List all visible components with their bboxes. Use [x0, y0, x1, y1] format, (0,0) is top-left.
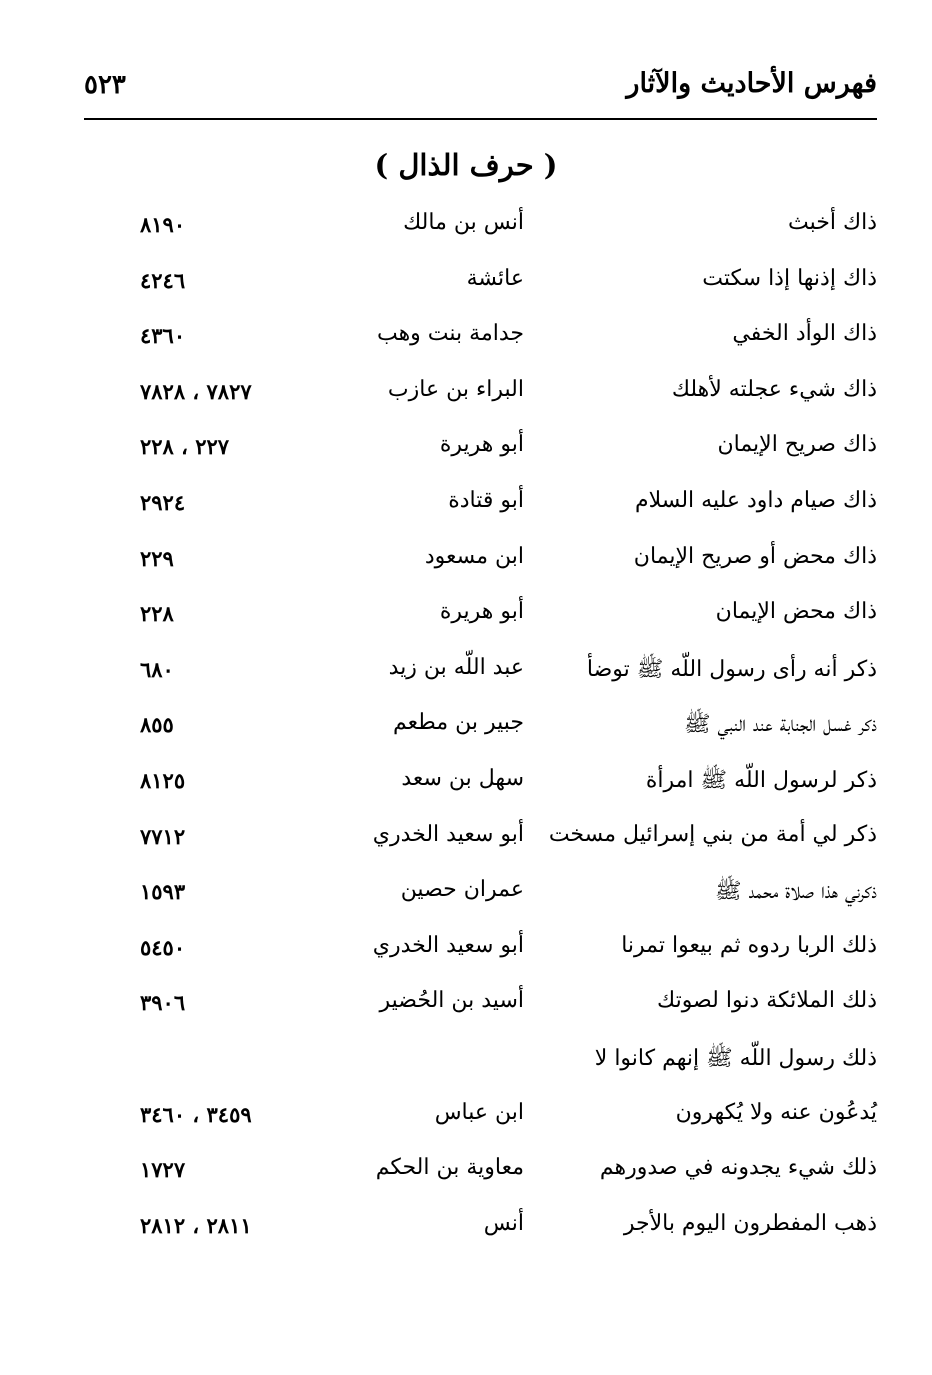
hadith-text: ذلك رسول اللّه ﷺ إنهم كانوا لا	[594, 1045, 877, 1071]
hadith-text: ذلك الربا ردوه ثم بيعوا تمرنا	[621, 932, 877, 958]
hadith-text: يُدعُون عنه ولا يُكهرون	[675, 1099, 877, 1125]
index-row	[0, 200, 932, 256]
hadith-number: ٢٨١١ ، ٢٨١٢	[140, 1212, 252, 1238]
hadith-number: ٢٢٩	[140, 545, 174, 571]
hadith-text: ذاك محض الإيمان	[715, 599, 877, 625]
index-row	[0, 978, 932, 1034]
narrator: أبو هريرة	[439, 599, 524, 625]
index-row	[0, 311, 932, 367]
hadith-number: ٧٨٢٧ ، ٧٨٢٨	[140, 378, 252, 404]
index-row	[0, 867, 932, 923]
hadith-text: ذاك صيام داود عليه السلام	[634, 487, 877, 513]
narrator: ابن عباس	[434, 1099, 524, 1125]
index-row	[0, 256, 932, 312]
narrator: عمران حصين	[400, 877, 524, 903]
page-header	[82, 62, 877, 114]
hadith-number: ٥٤٥٠	[140, 934, 186, 960]
hadith-number: ٨١٩٠	[140, 212, 186, 237]
index-row	[0, 1201, 932, 1257]
index-row	[0, 367, 932, 423]
narrator: عائشة	[466, 265, 524, 291]
hadith-text: ذاك إذنها إذا سكتت	[702, 265, 877, 291]
index-row	[0, 589, 932, 645]
index-row	[0, 923, 932, 979]
hadith-text: ذاك صريح الإيمان	[717, 432, 877, 458]
hadith-text: ذلك شيء يجدونه في صدورهم	[599, 1155, 877, 1181]
page-number: ٥٢٣	[84, 70, 126, 100]
narrator: عبد اللّه بن زيد	[388, 654, 524, 680]
index-row	[0, 478, 932, 534]
hadith-text: ذهب المفطرون اليوم بالأجر	[623, 1210, 877, 1236]
hadith-text: ذاك شيء عجلته لأهلك	[671, 376, 877, 402]
hadith-number: ٣٩٠٦	[140, 990, 186, 1016]
hadith-text: ذكر غسل الجنابة عند النبي ﷺ	[683, 712, 877, 738]
narrator: أبو سعيد الخدري	[372, 821, 524, 847]
hadith-text: ذكر أنه رأى رسول اللّه ﷺ توضأ	[586, 656, 877, 682]
running-title: فهرس الأحاديث والآثار	[626, 68, 877, 99]
index-row	[0, 534, 932, 590]
index-row	[0, 1034, 932, 1090]
narrator: معاوية بن الحكم	[375, 1155, 524, 1181]
hadith-number: ٨٥٥	[140, 712, 174, 738]
index-row	[0, 812, 932, 868]
narrator: أنس بن مالك	[403, 210, 524, 235]
hadith-text: ذاك أخبث	[788, 210, 877, 235]
narrator: أبو هريرة	[439, 432, 524, 458]
hadith-number: ٧٧١٢	[140, 823, 186, 849]
index-row	[0, 1090, 932, 1146]
hadith-number: ٣٤٥٩ ، ٣٤٦٠	[140, 1101, 252, 1127]
index-row	[0, 1145, 932, 1201]
hadith-text: ذلك الملائكة دنوا لصوتك	[657, 988, 877, 1014]
hadith-number: ٢٢٨	[140, 601, 174, 627]
index-row	[0, 700, 932, 756]
narrator: جدامة بنت وهب	[376, 321, 524, 347]
narrator: جبير بن مطعم	[393, 710, 524, 736]
index-row	[0, 645, 932, 701]
index-entries	[0, 200, 932, 1256]
header-rule	[84, 118, 877, 120]
narrator: أبو قتادة	[448, 487, 524, 513]
hadith-text: ذكر لرسول اللّه ﷺ امرأة	[645, 767, 877, 793]
narrator: أسيد بن الحُضير	[379, 988, 524, 1014]
index-row	[0, 756, 932, 812]
hadith-number: ١٧٢٧	[140, 1157, 186, 1183]
hadith-number: ٤٣٦٠	[140, 323, 186, 349]
narrator: البراء بن عازب	[387, 376, 524, 402]
hadith-number: ٦٨٠	[140, 656, 174, 682]
hadith-text: ذاك الوأد الخفي	[732, 321, 877, 347]
hadith-number: ١٥٩٣	[140, 879, 186, 905]
narrator: أنس	[483, 1210, 524, 1236]
narrator: ابن مسعود	[424, 543, 524, 569]
section-title: ( حرف الذال )	[374, 148, 558, 182]
hadith-number: ٢٢٧ ، ٢٢٨	[140, 434, 230, 460]
hadith-text: ذكرني هذا صلاة محمد ﷺ	[715, 879, 877, 905]
hadith-text: ذكر لي أمة من بني إسرائيل مسخت	[548, 821, 877, 847]
narrator: سهل بن سعد	[401, 765, 524, 791]
narrator: أبو سعيد الخدري	[372, 932, 524, 958]
hadith-text: ذاك محض أو صريح الإيمان	[633, 543, 877, 569]
index-row	[0, 422, 932, 478]
hadith-number: ٨١٢٥	[140, 767, 186, 793]
hadith-number: ٢٩٢٤	[140, 489, 186, 515]
hadith-number: ٤٢٤٦	[140, 267, 186, 293]
